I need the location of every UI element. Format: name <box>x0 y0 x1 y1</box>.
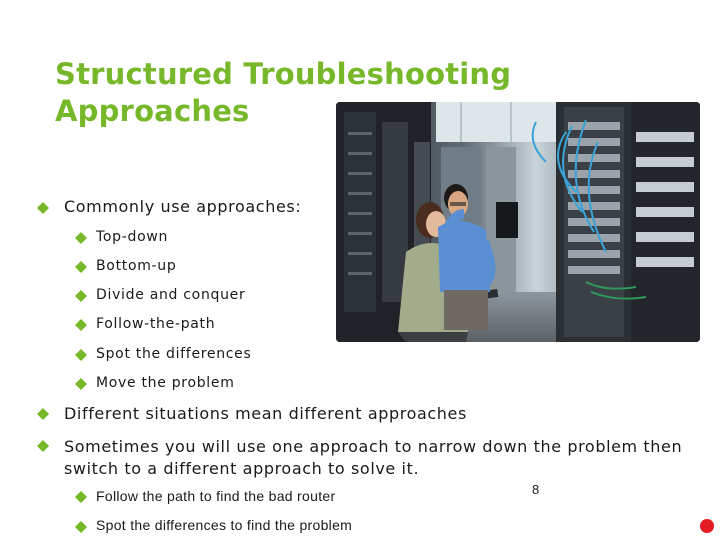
red-marker-dot <box>700 519 714 533</box>
bullet-sometimes-line-2: switch to a different approach to solve it. <box>64 459 420 478</box>
title-line-1: Structured Troubleshooting <box>55 57 512 91</box>
bullet-sometimes-you-will <box>64 436 682 480</box>
bullet-divide-and-conquer: Divide and conquer <box>96 287 246 303</box>
diamond-bullet-icon <box>75 261 87 273</box>
diamond-bullet-icon <box>37 440 49 452</box>
diamond-bullet-icon <box>75 491 87 503</box>
datacenter-photo <box>336 102 700 342</box>
diamond-bullet-icon <box>75 349 87 361</box>
diamond-bullet-icon <box>75 232 87 244</box>
title-line-2: Approaches <box>55 94 250 128</box>
bullet-spot-differences-problem: Spot the differences to find the problem <box>96 517 353 533</box>
bullet-different-situations: Different situations mean different approaches <box>64 404 467 423</box>
page-number: 8 <box>532 482 540 497</box>
bullet-sometimes-line-1: Sometimes you will use one approach to narrow down the problem then <box>64 437 683 456</box>
diamond-bullet-icon <box>37 202 49 214</box>
diamond-bullet-icon <box>37 408 49 420</box>
bullet-spot-the-differences: Spot the differences <box>96 346 252 362</box>
bullet-follow-the-path: Follow-the-path <box>96 316 216 332</box>
bullet-move-the-problem: Move the problem <box>96 375 235 391</box>
diamond-bullet-icon <box>75 290 87 302</box>
diamond-bullet-icon <box>75 319 87 331</box>
bullet-bottom-up: Bottom-up <box>96 258 177 274</box>
diamond-bullet-icon <box>75 378 87 390</box>
diamond-bullet-icon <box>75 521 87 533</box>
bullet-top-down: Top-down <box>96 229 169 245</box>
bullet-commonly-used: Commonly use approaches: <box>64 197 302 216</box>
bullet-follow-the-path-router: Follow the path to find the bad router <box>96 488 336 504</box>
